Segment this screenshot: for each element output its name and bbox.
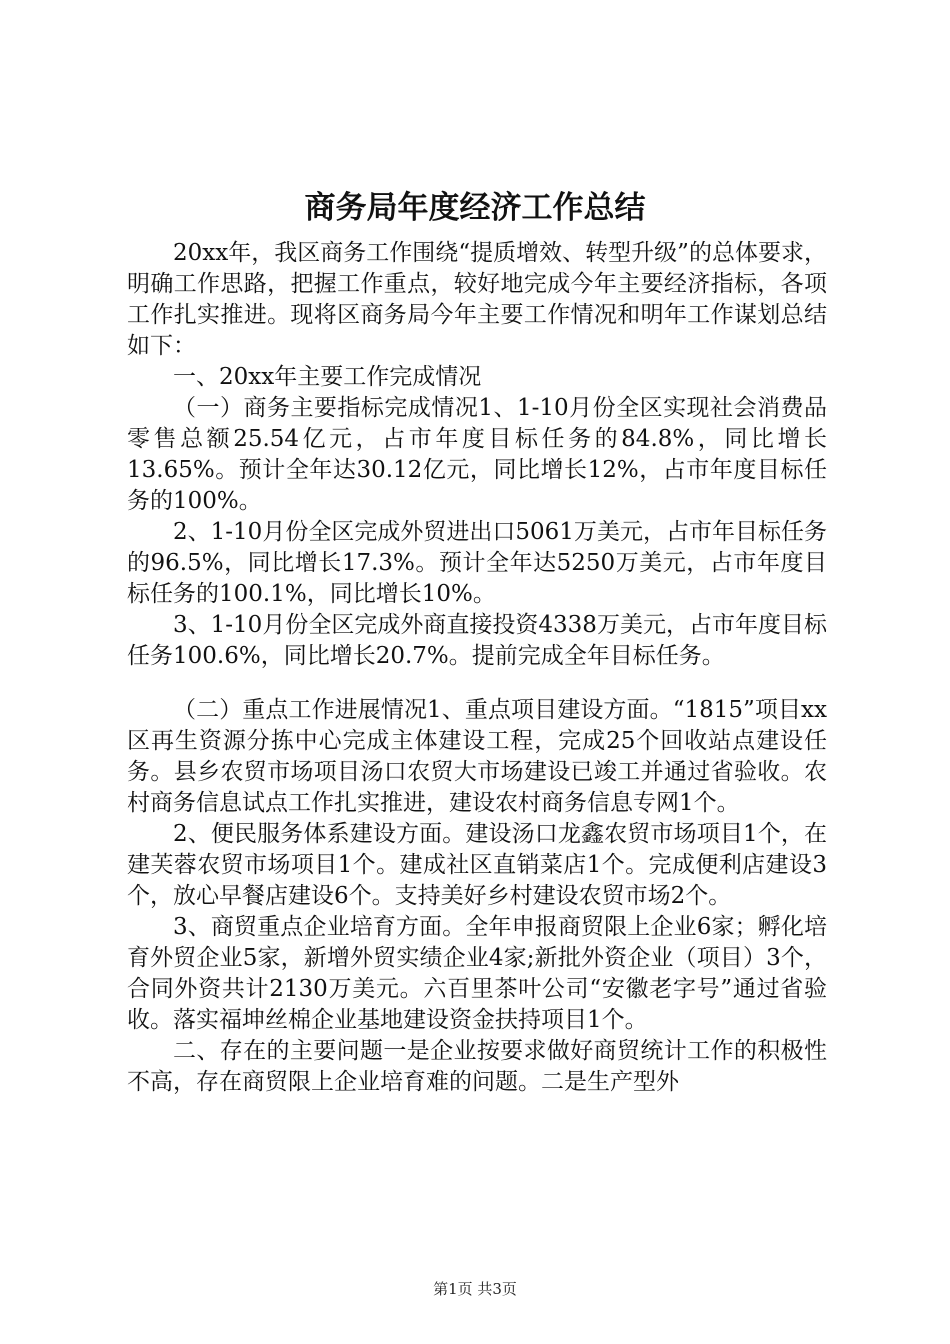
paragraph-enterprise-cultivation: 3、商贸重点企业培育方面。全年申报商贸限上企业6家；孵化培育外贸企业5家，新增外贸实绩企业4家;新批外资企业（项目）3个，合同外资共计2130万美元。六百里茶叶公司“安徽老字号”通过省验收。落实福坤丝棉企业基地建设资金扶持项目1个。 <box>127 914 827 1033</box>
paragraph-foreign-trade: 2、1-10月份全区完成外贸进出口5061万美元，占市年目标任务的96.5%，同比增长17.3%。预计全年达5250万美元，占市年度目标任务的100.1%，同比增长10%。 <box>127 519 827 607</box>
paragraph-indicators: （一）商务主要指标完成情况1、1-10月份全区实现社会消费品零售总额25.54亿元，占市年度目标任务的84.8%，同比增长13.65%。预计全年达30.12亿元，同比增长12%，占市年度目标任务的100%。 <box>127 395 827 514</box>
paragraph-intro: 20xx年，我区商务工作围绕“提质增效、转型升级”的总体要求，明确工作思路，把握工作重点，较好地完成今年主要经济指标，各项工作扎实推进。现将区商务局今年主要工作情况和明年工作谋划总结如下： <box>127 240 827 359</box>
document-title: 商务局年度经济工作总结 <box>304 190 646 226</box>
paragraph-key-projects: （二）重点工作进展情况1、重点项目建设方面。“1815”项目xx区再生资源分拣中心完成主体建设工程，完成25个回收站点建设任务。县乡农贸市场项目汤口农贸大市场建设已竣工并通过省验收。农村商务信息试点工作扎实推进，建设农村商务信息专网1个。 <box>127 697 827 816</box>
page-number-footer: 第1页 共3页 <box>433 1280 517 1298</box>
paragraph-foreign-investment: 3、1-10月份全区完成外商直接投资4338万美元，占市年度目标任务100.6%，同比增长20.7%。提前完成全年目标任务。 <box>127 612 827 669</box>
paragraph-service-system: 2、便民服务体系建设方面。建设汤口龙鑫农贸市场项目1个，在建芙蓉农贸市场项目1个。建成社区直销菜店1个。完成便利店建设3个，放心早餐店建设6个。支持美好乡村建设农贸市场2个。 <box>127 821 827 909</box>
document-body <box>127 238 827 1098</box>
paragraph-problems: 二、存在的主要问题一是企业按要求做好商贸统计工作的积极性不高，存在商贸限上企业培育难的问题。二是生产型外 <box>127 1038 827 1095</box>
paragraph-section-1-heading: 一、20xx年主要工作完成情况 <box>173 364 482 390</box>
